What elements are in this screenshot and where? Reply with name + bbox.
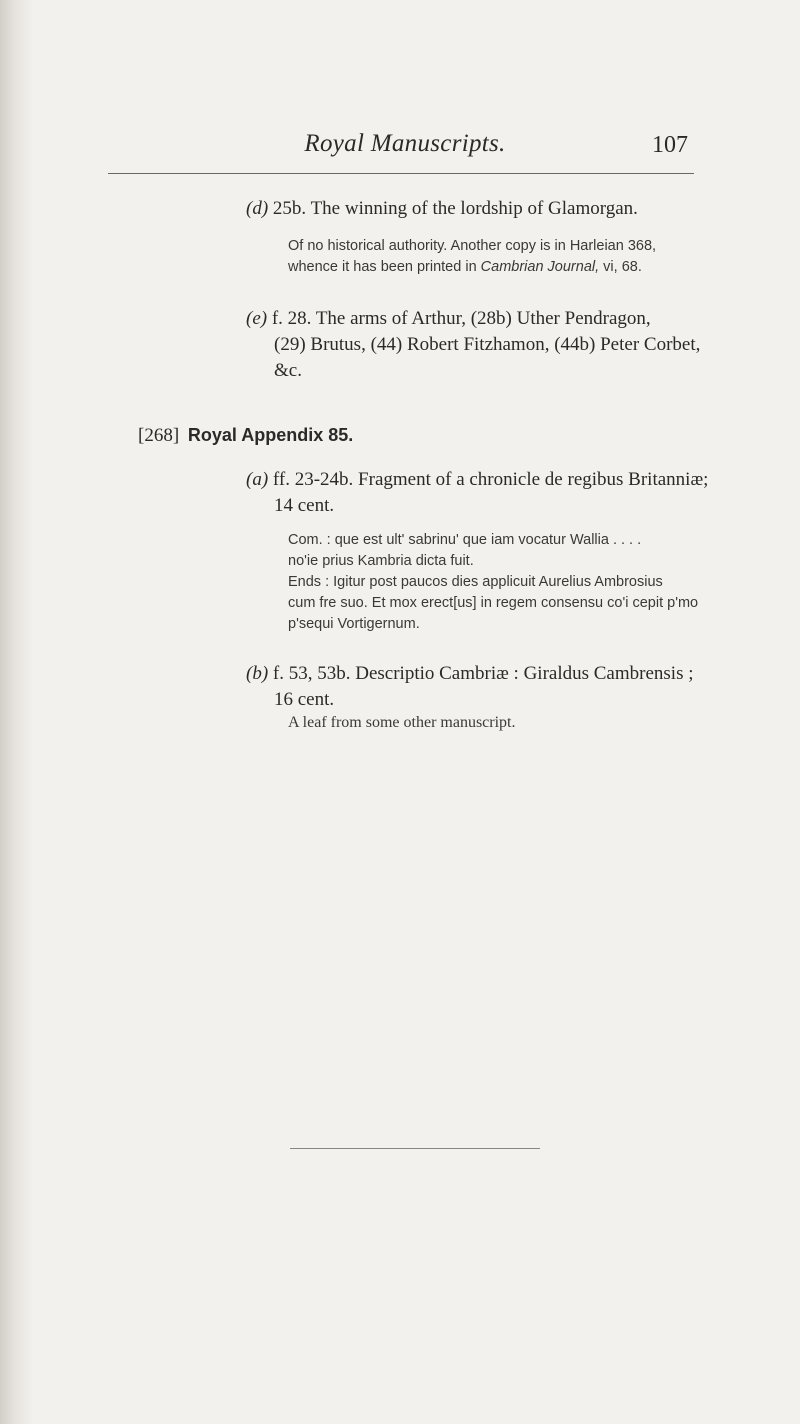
entry-d-note bbox=[288, 236, 698, 278]
running-title: Royal Manuscripts. bbox=[304, 130, 506, 157]
entry-a-ends-line3: p'sequi Vortigernum. bbox=[288, 616, 420, 632]
bottom-rule bbox=[290, 1148, 540, 1149]
section-heading bbox=[138, 425, 353, 447]
entry-e bbox=[246, 306, 716, 384]
entry-b-line1-text: f. 53, 53b. Descriptio Cambriæ : Giraldus Cambrensis ; bbox=[272, 663, 694, 684]
entry-b bbox=[246, 661, 716, 713]
entry-a-line2: 14 cent. bbox=[274, 495, 335, 516]
entry-d-heading bbox=[246, 196, 706, 222]
entry-b-line2: 16 cent. bbox=[274, 689, 335, 710]
entry-d-note-pre: whence it has been printed in bbox=[288, 259, 481, 275]
entry-a-line1 bbox=[246, 467, 716, 493]
entry-d-note-post: vi, 68. bbox=[599, 259, 642, 275]
section-number: [268] bbox=[138, 425, 180, 446]
entry-b-label: (b) bbox=[246, 663, 269, 684]
entry-d-text: The winning of the lordship of Glamorgan. bbox=[310, 198, 638, 219]
entry-a-com-line1: Com. : que est ult' sabrinu' que iam vocatur Wallia . . . . bbox=[288, 532, 642, 548]
entry-b-note: A leaf from some other manuscript. bbox=[288, 714, 516, 731]
entry-e-line2: (29) Brutus, (44) Robert Fitzhamon, (44b) Peter Corbet, bbox=[274, 334, 701, 355]
entry-d-label: (d) bbox=[246, 198, 269, 219]
entry-a-ends-line2: cum fre suo. Et mox erect[us] in regem consensu co'i cepit p'mo bbox=[288, 595, 699, 611]
entry-b-line1 bbox=[246, 661, 716, 687]
entry-a-line1-text: ff. 23-24b. Fragment of a chronicle de regibus Britanniæ; bbox=[272, 469, 709, 490]
entry-d-note-line2 bbox=[288, 257, 698, 278]
entry-a-label: (a) bbox=[246, 469, 269, 490]
entry-a-notes bbox=[288, 530, 698, 635]
entry-a-com-line2: no'ie prius Kambria dicta fuit. bbox=[288, 553, 474, 569]
entry-a bbox=[246, 467, 716, 519]
header-rule bbox=[108, 173, 694, 174]
entry-e-label: (e) bbox=[246, 308, 268, 329]
entry-e-line1 bbox=[246, 306, 716, 332]
entry-e-line1-text: f. 28. The arms of Arthur, (28b) Uther Pendragon, bbox=[271, 308, 651, 329]
entry-d-folio: 25b. bbox=[272, 198, 307, 219]
entry-d-note-journal: Cambrian Journal, bbox=[480, 259, 600, 275]
entry-a-ends-line1: Ends : Igitur post paucos dies applicuit Aurelius Ambrosius bbox=[288, 574, 663, 590]
section-title: Royal Appendix 85. bbox=[187, 425, 354, 445]
entry-d-note-line1: Of no historical authority. Another copy is in Harleian 368, bbox=[288, 238, 657, 254]
entry-e-line3: &c. bbox=[274, 360, 302, 381]
page-header bbox=[110, 126, 700, 166]
page-number: 107 bbox=[652, 132, 688, 158]
